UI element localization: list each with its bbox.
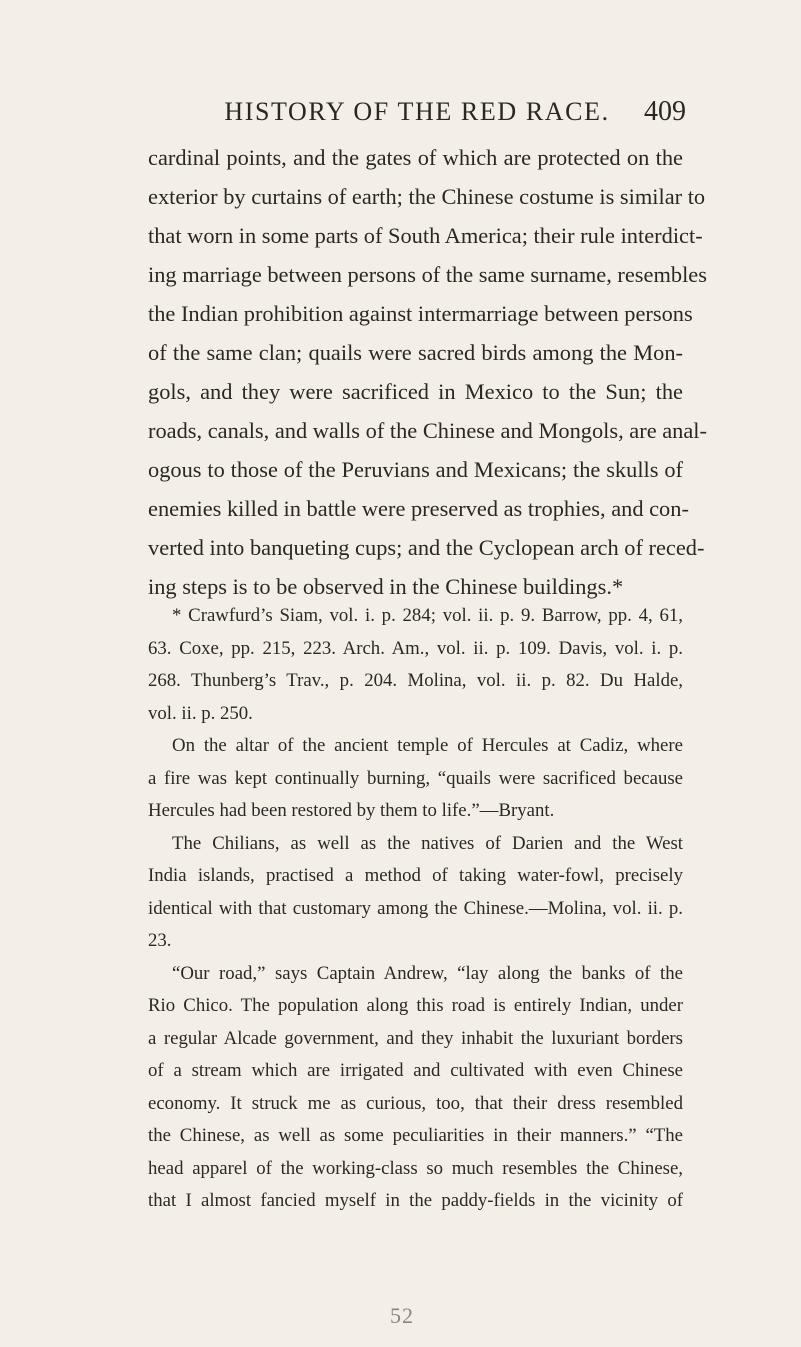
- text-line: ing steps is to be observed in the Chinese buildings.*: [148, 574, 624, 599]
- running-head: HISTORY OF THE RED RACE.: [224, 97, 610, 126]
- page-header: [148, 92, 686, 132]
- text-line: roads, canals, and walls of the Chinese and Mongols, are anal-: [148, 418, 707, 443]
- footnote-line: a fire was kept continually burning, “quails were sacrificed because: [148, 767, 683, 789]
- text-line: the Indian prohibition against intermarriage between persons: [148, 301, 693, 326]
- footnote-line: head apparel of the working-class so much resembles the Chinese,: [148, 1157, 683, 1179]
- footnote-line: The Chilians, as well as the natives of Darien and the West: [172, 832, 683, 854]
- text-line: gols, and they were sacrificed in Mexico to the Sun; the: [148, 379, 683, 404]
- footnote-line: Rio Chico. The population along this road is entirely Indian, under: [148, 995, 683, 1016]
- text-line: ing marriage between persons of the same surname, resembles: [148, 262, 707, 287]
- footnote-line: 268. Thunberg’s Trav., p. 204. Molina, vol. ii. p. 82. Du Halde,: [148, 670, 683, 691]
- footnote-line: vol. ii. p. 250.: [148, 702, 253, 724]
- footnote-line: identical with that customary among the Chinese.—Molina, vol. ii. p.: [148, 897, 683, 919]
- footnote-line: a regular Alcade government, and they inhabit the luxuriant borders: [148, 1027, 683, 1049]
- text-line: that worn in some parts of South America; their rule interdict-: [148, 223, 703, 248]
- text-line: enemies killed in battle were preserved as trophies, and con-: [148, 496, 689, 521]
- footnote-line: the Chinese, as well as some peculiarities in their manners.” “The: [148, 1125, 683, 1146]
- text-line: exterior by curtains of earth; the Chinese costume is similar to: [148, 184, 706, 209]
- footnote-line: On the altar of the ancient temple of Hercules at Cadiz, where: [172, 735, 683, 756]
- footnote-line: 23.: [148, 930, 172, 951]
- footnote-line: economy. It struck me as curious, too, that their dress resembled: [148, 1092, 683, 1114]
- text-line: of the same clan; quails were sacred birds among the Mon-: [148, 340, 683, 365]
- footnote-line: “Our road,” says Captain Andrew, “lay along the banks of the: [172, 962, 683, 984]
- footnote-line: India islands, practised a method of taking water-fowl, precisely: [148, 865, 683, 886]
- footnote-line: of a stream which are irrigated and cultivated with even Chinese: [148, 1060, 683, 1081]
- footnote-line: that I almost fancied myself in the paddy-fields in the vicinity of: [148, 1190, 683, 1211]
- text-line: verted into banqueting cups; and the Cyclopean arch of reced-: [148, 535, 705, 560]
- footnote-line: * Crawfurd’s Siam, vol. i. p. 284; vol. ii. p. 9. Barrow, pp. 4, 61,: [172, 605, 683, 626]
- footnotes: [148, 600, 683, 1218]
- text-line: ogous to those of the Peruvians and Mexicans; the skulls of: [148, 457, 683, 482]
- footnote-line: Hercules had been restored by them to life.”—Bryant.: [148, 800, 555, 821]
- footnote-line: 63. Coxe, pp. 215, 223. Arch. Am., vol. ii. p. 109. Davis, vol. i. p.: [148, 637, 683, 659]
- main-paragraph: [148, 138, 707, 606]
- page-number: 409: [644, 96, 686, 127]
- signature-mark: 52: [390, 1303, 414, 1328]
- text-line: cardinal points, and the gates of which are protected on the: [148, 145, 683, 170]
